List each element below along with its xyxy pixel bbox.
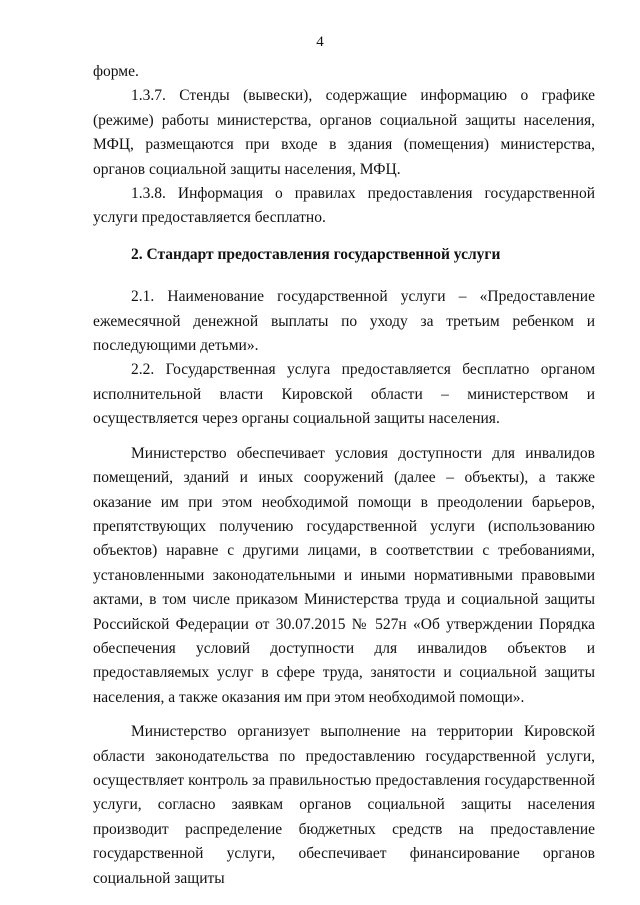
paragraph-accessibility: Министерство обеспечивает условия доступности для инвалидов помещений, зданий и иных сооружений (далее – объекты), а также оказание им при этом необходимой помощи в преодолении барьеров, препятствующих получению государственной услуги (использованию объектов) наравне с другими лицами, в соответствии с требованиями, установленными законодательными и иными нормативными правовыми актами, в том числе приказом Министерства труда и социальной защиты Российской Федерации от 30.07.2015 № 527н «Об утверждении Порядка обеспечения условий доступности для инвалидов объектов и предоставляемых услуг в сфере труда, занятости и социальной защиты населения, а также оказания им при этом необходимой помощи». — [93, 444, 595, 706]
paragraph-1-3-8: 1.3.8. Информация о правилах предоставления государственной услуги предоставляется бесплатно. — [93, 185, 595, 227]
document-body — [93, 60, 595, 891]
paragraph-2-1: 2.1. Наименование государственной услуги – «Предоставление ежемесячной денежной выплаты по уходу за третьим ребенком и последующими детьми». — [93, 288, 595, 355]
paragraph-ministry-organizes: Министерство организует выполнение на территории Кировской области законодательства по предоставлению государственной услуги, осуществляет контроль за правильностью предоставления государственной услуги, согласно заявкам органов социальной защиты населения производит распределение бюджетных средств на предоставление государственной услуги, обеспечивает финансирование органов социальной защиты — [93, 723, 595, 887]
section-heading: 2. Стандарт предоставления государственной услуги — [131, 245, 501, 263]
page-number: 4 — [316, 34, 324, 50]
paragraph-continuation: форме. — [93, 63, 139, 80]
paragraph-2-2: 2.2. Государственная услуга предоставляется бесплатно органом исполнительной власти Кировской области – министерством и осуществляется через органы социальной защиты населения. — [93, 361, 595, 428]
paragraph-1-3-7: 1.3.7. Стенды (вывески), содержащие информацию о графике (режиме) работы министерства, органов социальной защиты населения, МФЦ, размещаются при входе в здания (помещения) министерства, органов социальной защиты населения, МФЦ. — [93, 87, 595, 178]
